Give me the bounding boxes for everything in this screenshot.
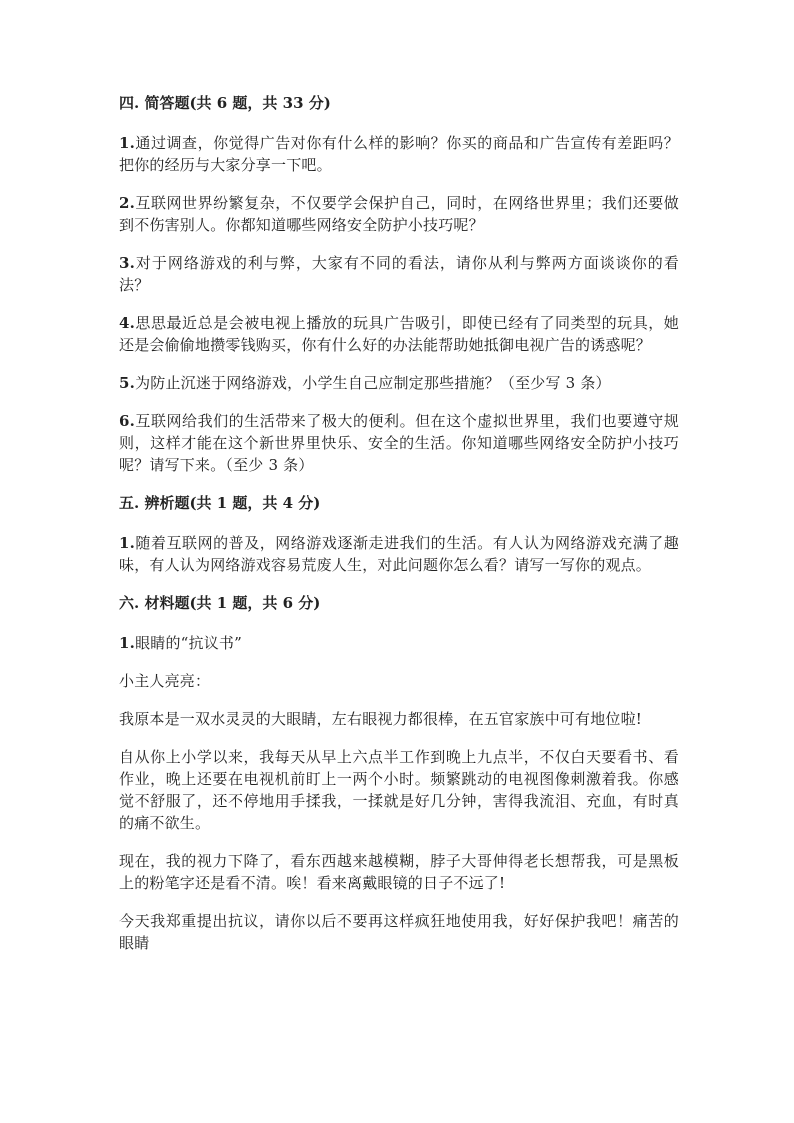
question-number: 1. <box>119 134 136 152</box>
question-item <box>119 372 679 394</box>
question-item <box>119 312 679 356</box>
letter-salutation: 小主人亮亮： <box>119 672 211 690</box>
letter-paragraph: 今天我郑重提出抗议，请你以后不要再这样疯狂地使用我，好好保护我吧！痛苦的眼睛 <box>119 912 679 952</box>
question-text: 通过调查，你觉得广告对你有什么样的影响？你买的商品和广告宣传有差距吗？把你的经历与大家分享一下吧。 <box>119 134 679 174</box>
question-number: 3. <box>119 254 136 272</box>
question-text: 眼睛的“抗议书” <box>135 634 243 652</box>
question-text: 互联网世界纷繁复杂，不仅要学会保护自己，同时，在网络世界里；我们还要做到不伤害别人。你都知道哪些网络安全防护小技巧呢？ <box>119 194 679 234</box>
question-item <box>119 410 679 476</box>
letter-paragraph: 自从你上小学以来，我每天从早上六点半工作到晚上九点半，不仅白天要看书、看作业，晚上还要在电视机前盯上一两个小时。频繁跳动的电视图像刺激着我。你感觉不舒服了，还不停地用手揉我，一揉就是好几分钟，害得我流泪、充血，有时真的痛不欲生。 <box>119 748 679 832</box>
letter-paragraph: 现在，我的视力下降了，看东西越来越模糊，脖子大哥伸得老长想帮我，可是黑板上的粉笔字还是看不清。唉！看来离戴眼镜的日子不远了! <box>119 852 679 892</box>
question-item <box>119 192 679 236</box>
question-item <box>119 132 679 176</box>
question-number: 1. <box>119 634 136 652</box>
question-text: 随着互联网的普及，网络游戏逐渐走进我们的生活。有人认为网络游戏充满了趣味，有人认为网络游戏容易荒废人生，对此问题你怎么看？请写一写你的观点。 <box>119 534 679 574</box>
section-title-short-answer: 四. 简答题(共 6 题，共 33 分) <box>119 94 331 112</box>
question-number: 2. <box>119 194 136 212</box>
worksheet-page <box>119 92 679 970</box>
question-item <box>119 532 679 576</box>
question-item <box>119 632 679 654</box>
question-text: 思思最近总是会被电视上播放的玩具广告吸引，即使已经有了同类型的玩具，她还是会偷偷地攒零钱购买，你有什么好的办法能帮助她抵御电视广告的诱惑呢？ <box>119 314 679 354</box>
section-title-material: 六. 材料题(共 1 题，共 6 分) <box>119 594 321 612</box>
question-number: 6. <box>119 412 136 430</box>
question-text: 对于网络游戏的利与弊，大家有不同的看法，请你从利与弊两方面谈谈你的看法？ <box>119 254 679 294</box>
question-text: 为防止沉迷于网络游戏，小学生自己应制定那些措施？（至少写 3 条） <box>135 374 611 392</box>
question-number: 5. <box>119 374 136 392</box>
section-title-analysis: 五. 辨析题(共 1 题，共 4 分) <box>119 494 321 512</box>
question-number: 1. <box>119 534 136 552</box>
question-text: 互联网给我们的生活带来了极大的便利。但在这个虚拟世界里，我们也要遵守规则，这样才能在这个新世界里快乐、安全的生活。你知道哪些网络安全防护小技巧呢？请写下来。（至少 3 条） <box>119 412 679 474</box>
letter-paragraph: 我原本是一双水灵灵的大眼睛，左右眼视力都很棒，在五官家族中可有地位啦! <box>119 710 643 728</box>
question-item <box>119 252 679 296</box>
question-number: 4. <box>119 314 136 332</box>
